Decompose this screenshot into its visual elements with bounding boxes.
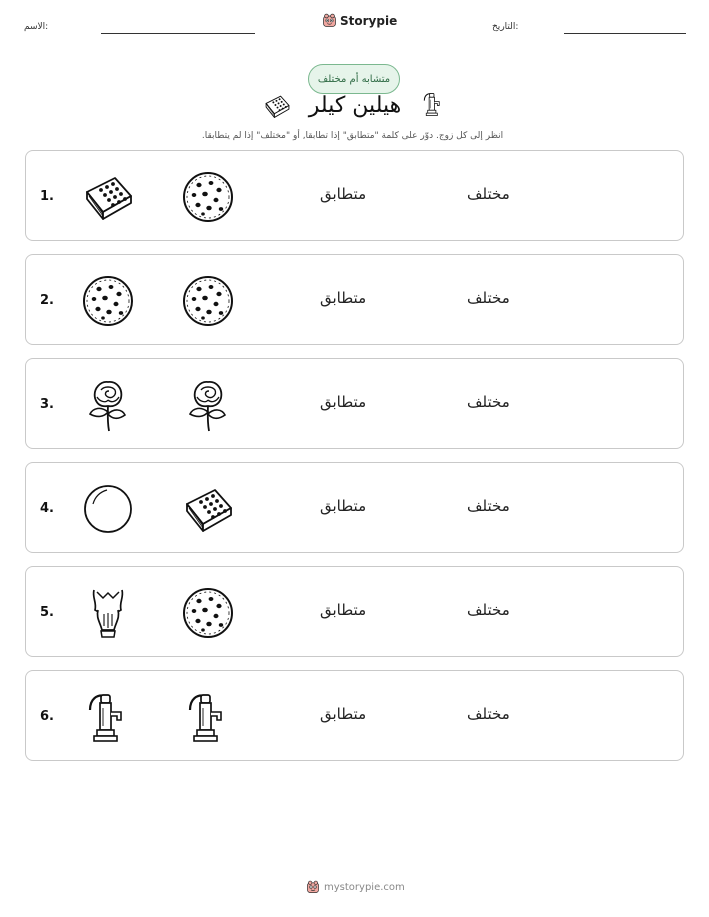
instructions: انظر إلى كل زوج. دوّر على كلمة "متطابق" إذا تطابقا, أو "مختلف" إذا لم يتطابقا. [201, 131, 504, 141]
different-option[interactable]: مختلف [467, 705, 510, 723]
date-label: التاريخ: [492, 22, 519, 32]
question-number: 5. [40, 605, 54, 620]
different-option[interactable]: مختلف [467, 601, 510, 619]
rose-icon [181, 378, 235, 432]
book-icon [263, 92, 291, 120]
date-line[interactable] [564, 33, 686, 34]
page-title: هيلين كيلر [308, 93, 402, 118]
question-row-1 [25, 150, 684, 241]
storypie-logo-icon [322, 13, 337, 28]
same-option[interactable]: متطابق [320, 185, 367, 203]
brand-text: Storypie [340, 13, 398, 28]
storypie-logo-icon [306, 880, 320, 894]
different-option[interactable]: مختلف [467, 289, 510, 307]
question-number: 4. [40, 501, 54, 516]
question-number: 2. [40, 293, 54, 308]
cookie-icon [181, 586, 235, 640]
question-number: 6. [40, 709, 54, 724]
name-label: الاسم: [24, 22, 49, 32]
question-number: 3. [40, 397, 54, 412]
book-icon [181, 482, 235, 536]
same-option[interactable]: متطابق [320, 393, 367, 411]
cookie-icon [181, 170, 235, 224]
cookie-icon [181, 274, 235, 328]
question-row-4 [25, 462, 684, 553]
footer-url[interactable]: mystorypie.com [324, 881, 405, 893]
footer [306, 880, 405, 894]
water-pump-icon [181, 690, 235, 744]
brand-logo [322, 13, 397, 28]
same-option[interactable]: متطابق [320, 705, 367, 723]
different-option[interactable]: مختلف [467, 185, 510, 203]
question-row-3 [25, 358, 684, 449]
water-pump-icon [420, 89, 446, 119]
question-number: 1. [40, 189, 54, 204]
book-icon [81, 170, 135, 224]
different-option[interactable]: مختلف [467, 497, 510, 515]
throat-icon [81, 586, 135, 640]
same-option[interactable]: متطابق [320, 289, 367, 307]
same-option[interactable]: متطابق [320, 601, 367, 619]
cookie-icon [81, 274, 135, 328]
rose-icon [81, 378, 135, 432]
topic-badge: متشابه أم مختلف [308, 64, 400, 94]
question-row-6 [25, 670, 684, 761]
water-pump-icon [81, 690, 135, 744]
different-option[interactable]: مختلف [467, 393, 510, 411]
same-option[interactable]: متطابق [320, 497, 367, 515]
ball-icon [81, 482, 135, 536]
question-row-2 [25, 254, 684, 345]
name-line[interactable] [101, 33, 255, 34]
question-row-5 [25, 566, 684, 657]
